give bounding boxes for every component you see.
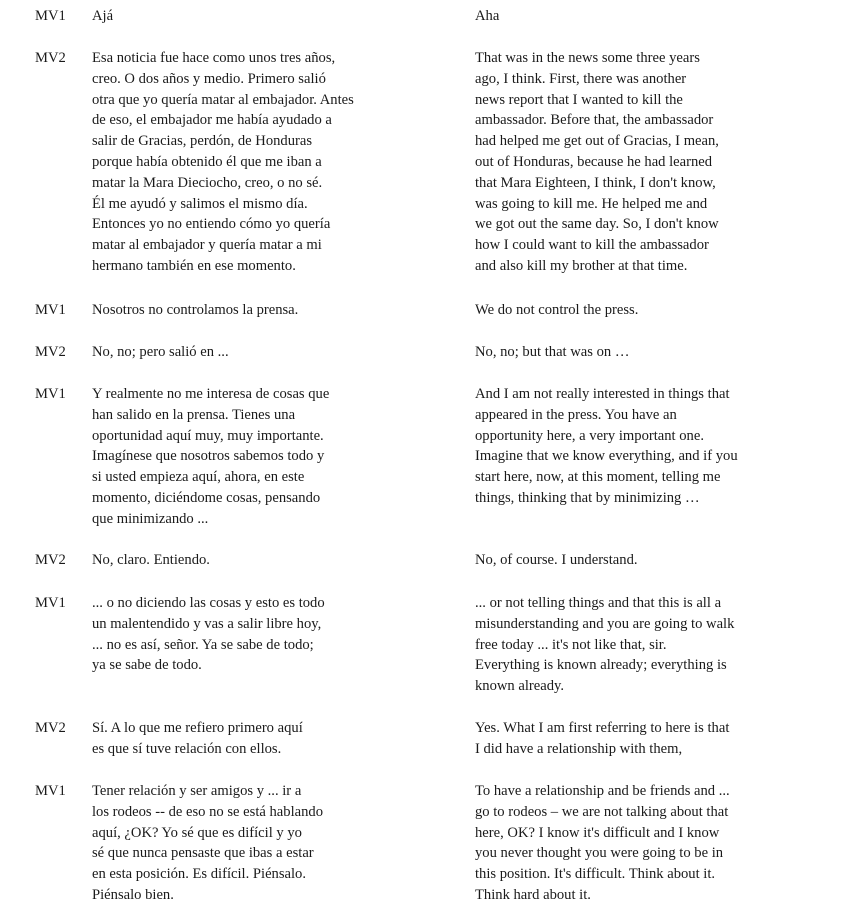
spanish-text — [92, 342, 462, 363]
text-line: Esa noticia fue hace como unos tres años, — [92, 50, 336, 66]
text-line: oportunidad aquí muy, muy importante. — [92, 427, 324, 444]
spanish-text — [92, 48, 462, 277]
spanish-text — [92, 6, 462, 27]
text-line: si usted empieza aquí, ahora, en este — [92, 469, 305, 486]
text-line: Everything is known already; everything is — [475, 657, 727, 674]
speaker-label: MV1 — [35, 783, 66, 799]
text-line: how I could want to kill the ambassador — [475, 237, 709, 254]
speaker-label: MV1 — [35, 386, 66, 402]
english-text — [475, 384, 835, 509]
text-line: this position. It's difficult. Think about it. — [475, 866, 716, 883]
text-line: es que sí tuve relación con ellos. — [92, 740, 282, 757]
text-line: To have a relationship and be friends and ... — [475, 783, 730, 799]
speaker-label: MV2 — [35, 720, 66, 736]
text-line: hermano también en ese momento. — [92, 257, 296, 274]
text-line: you never thought you were going to be in — [475, 845, 724, 862]
text-line: Aha — [475, 8, 500, 24]
english-text — [475, 6, 835, 27]
text-line: misunderstanding and you are going to walk — [475, 615, 735, 632]
spanish-text — [92, 384, 462, 530]
text-line: had helped me get out of Gracias, I mean, — [475, 133, 719, 150]
text-line: and also kill my brother at that time. — [475, 257, 688, 274]
text-line: news report that I wanted to kill the — [475, 91, 683, 108]
speaker-label: MV1 — [35, 595, 66, 611]
text-line: start here, now, at this moment, telling me — [475, 469, 721, 486]
spanish-text — [92, 781, 462, 906]
text-line: No, no; pero salió en ... — [92, 344, 229, 360]
text-line: known already. — [475, 678, 565, 695]
text-line: things, thinking that by minimizing … — [475, 489, 700, 506]
text-line: And I am not really interested in things that — [475, 386, 730, 402]
text-line: We do not control the press. — [475, 302, 639, 318]
spanish-text — [92, 593, 462, 676]
text-line: opportunity here, a very important one. — [475, 427, 704, 444]
text-line: No, claro. Entiendo. — [92, 552, 210, 568]
text-line: free today ... it's not like that, sir. — [475, 636, 667, 653]
text-line: Imagínese que nosotros sabemos todo y — [92, 448, 325, 465]
text-line: Entonces yo no entiendo cómo yo quería — [92, 216, 331, 233]
text-line: aquí, ¿OK? Yo sé que es difícil y yo — [92, 824, 302, 841]
text-line: Yes. What I am first referring to here is that — [475, 720, 730, 736]
text-line: han salido en la prensa. Tienes una — [92, 406, 296, 423]
speaker-label: MV2 — [35, 552, 66, 568]
text-line: here, OK? I know it's difficult and I know — [475, 824, 720, 841]
text-line: los rodeos -- de eso no se está hablando — [92, 803, 324, 820]
spanish-text — [92, 718, 462, 760]
text-line: momento, diciéndome cosas, pensando — [92, 489, 321, 506]
text-line: sé que nunca pensaste que ibas a estar — [92, 845, 314, 862]
text-line: matar al embajador y quería matar a mi — [92, 237, 322, 254]
text-line: Ajá — [92, 8, 114, 24]
english-text — [475, 593, 835, 697]
text-line: Piénsalo bien. — [92, 886, 174, 903]
text-line: otra que yo quería matar al embajador. Antes — [92, 91, 354, 108]
text-line: appeared in the press. You have an — [475, 406, 677, 423]
speaker-label: MV1 — [35, 302, 66, 318]
text-line: un malentendido y vas a salir libre hoy, — [92, 615, 322, 632]
text-line: No, of course. I understand. — [475, 552, 638, 568]
spanish-text — [92, 300, 462, 321]
text-line: ... no es así, señor. Ya se sabe de todo; — [92, 636, 314, 653]
text-line: Think hard about it. — [475, 886, 591, 903]
text-line: ... or not telling things and that this is all a — [475, 595, 722, 611]
text-line: That was in the news some three years — [475, 50, 700, 66]
text-line: Sí. A lo que me refiero primero aquí — [92, 720, 303, 736]
english-text — [475, 48, 835, 277]
text-line: de eso, el embajador me había ayudado a — [92, 112, 332, 129]
text-line: Y realmente no me interesa de cosas que — [92, 386, 330, 402]
text-line: ambassador. Before that, the ambassador — [475, 112, 714, 129]
text-line: en esta posición. Es difícil. Piénsalo. — [92, 866, 307, 883]
text-line: ya se sabe de todo. — [92, 657, 202, 674]
speaker-label: MV1 — [35, 8, 66, 24]
text-line: I did have a relationship with them, — [475, 740, 683, 757]
text-line: creo. O dos años y medio. Primero salió — [92, 70, 326, 87]
text-line: that Mara Eighteen, I think, I don't know, — [475, 174, 716, 191]
english-text — [475, 718, 835, 760]
text-line: we got out the same day. So, I don't know — [475, 216, 719, 233]
speaker-label: MV2 — [35, 344, 66, 360]
spanish-text — [92, 550, 462, 571]
text-line: out of Honduras, because he had learned — [475, 153, 713, 170]
text-line: ago, I think. First, there was another — [475, 70, 687, 87]
english-text — [475, 342, 835, 363]
text-line: go to rodeos – we are not talking about that — [475, 803, 729, 820]
english-text — [475, 550, 835, 571]
text-line: Tener relación y ser amigos y ... ir a — [92, 783, 302, 799]
text-line: Nosotros no controlamos la prensa. — [92, 302, 299, 318]
text-line: was going to kill me. He helped me and — [475, 195, 708, 212]
text-line: salir de Gracias, perdón, de Honduras — [92, 133, 313, 150]
english-text — [475, 300, 835, 321]
text-line: porque había obtenido él que me iban a — [92, 153, 322, 170]
text-line: que minimizando ... — [92, 510, 209, 527]
text-line: Él me ayudó y salimos el mismo día. — [92, 195, 308, 212]
english-text — [475, 781, 835, 906]
text-line: ... o no diciendo las cosas y esto es todo — [92, 595, 325, 611]
text-line: matar la Mara Dieciocho, creo, o no sé. — [92, 174, 323, 191]
text-line: No, no; but that was on … — [475, 344, 630, 360]
text-line: Imagine that we know everything, and if you — [475, 448, 738, 465]
speaker-label: MV2 — [35, 50, 66, 66]
